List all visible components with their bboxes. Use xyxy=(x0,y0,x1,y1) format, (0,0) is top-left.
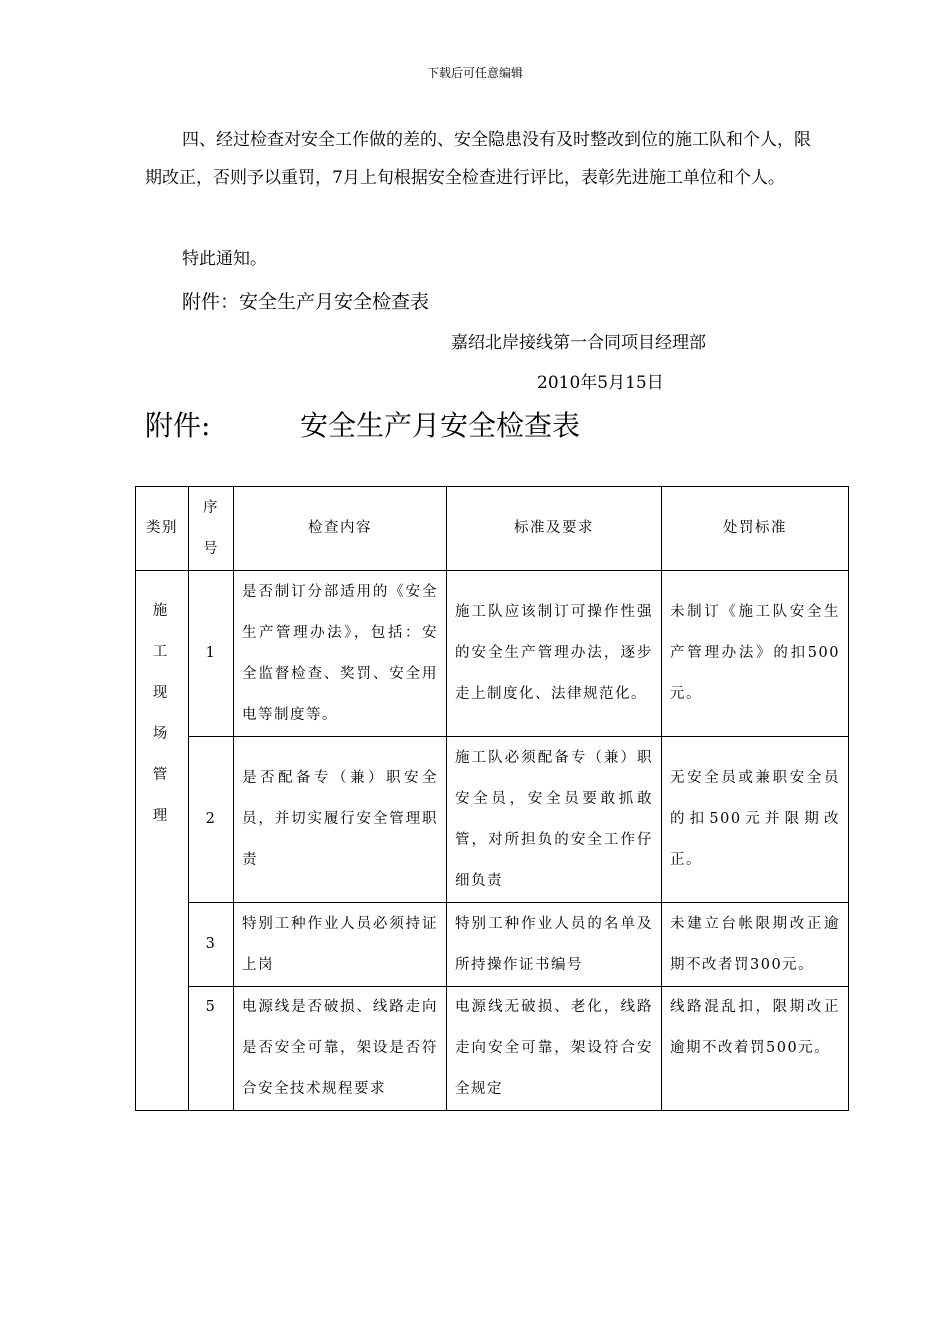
attachment-reference: 附件：安全生产月安全检查表 xyxy=(182,291,430,313)
table-header-row xyxy=(136,487,849,571)
header-category: 类别 xyxy=(136,487,189,571)
standard-cell: 施工队必须配备专（兼）职安全员，安全员要敢抓敢管，对所担负的安全工作仔细负责 xyxy=(447,737,662,903)
penalty-cell: 无安全员或兼职安全员的扣500元并限期改正。 xyxy=(662,737,849,903)
penalty-cell: 未建立台帐限期改正逾期不改者罚300元。 xyxy=(662,903,849,987)
seq-cell: 5 xyxy=(189,987,234,1111)
paragraph-item-4: 四、经过检查对安全工作做的差的、安全隐患没有及时整改到位的施工队和个人，限期改正，否则予以重罚，7月上旬根据安全检查进行评比，表彰先进施工单位和个人。 xyxy=(145,130,811,188)
header-content: 检查内容 xyxy=(234,487,447,571)
category-cell xyxy=(136,571,189,1111)
content-cell: 特别工种作业人员必须持证上岗 xyxy=(234,903,447,987)
penalty-cell: 未制订《施工队安全生产管理办法》的扣500元。 xyxy=(662,571,849,737)
seq-cell: 2 xyxy=(189,737,234,903)
table-row xyxy=(136,987,849,1111)
signature-date: 2010年5月15日 xyxy=(537,373,664,393)
content-cell: 是否配备专（兼）职安全员，并切实履行安全管理职责 xyxy=(234,737,447,903)
signature-org: 嘉绍北岸接线第一合同项目经理部 xyxy=(451,333,706,353)
table-row xyxy=(136,571,849,737)
standard-cell: 特别工种作业人员的名单及所持操作证书编号 xyxy=(447,903,662,987)
attachment-title: 安全生产月安全检查表 xyxy=(300,409,581,442)
category-label: 施工现场管理 xyxy=(152,603,172,824)
table-row xyxy=(136,903,849,987)
attachment-label: 附件: xyxy=(145,409,211,442)
safety-check-table xyxy=(135,486,849,1111)
penalty-cell: 线路混乱扣，限期改正逾期不改着罚500元。 xyxy=(662,987,849,1111)
notice-text: 特此通知。 xyxy=(182,249,267,269)
header-seq: 序号 xyxy=(189,487,234,571)
content-cell: 是否制订分部适用的《安全生产管理办法》，包括：安全监督检查、奖罚、安全用电等制度等。 xyxy=(234,571,447,737)
content-cell: 电源线是否破损、线路走向是否安全可靠，架设是否符合安全技术规程要求 xyxy=(234,987,447,1111)
seq-cell: 3 xyxy=(189,903,234,987)
table-row xyxy=(136,737,849,903)
header-penalty: 处罚标准 xyxy=(662,487,849,571)
page-header-note: 下载后可任意编辑 xyxy=(426,66,523,80)
seq-cell: 1 xyxy=(189,571,234,737)
standard-cell: 施工队应该制订可操作性强的安全生产管理办法，逐步走上制度化、法律规范化。 xyxy=(447,571,662,737)
standard-cell: 电源线无破损、老化，线路走向安全可靠，架设符合安全规定 xyxy=(447,987,662,1111)
header-standard: 标准及要求 xyxy=(447,487,662,571)
